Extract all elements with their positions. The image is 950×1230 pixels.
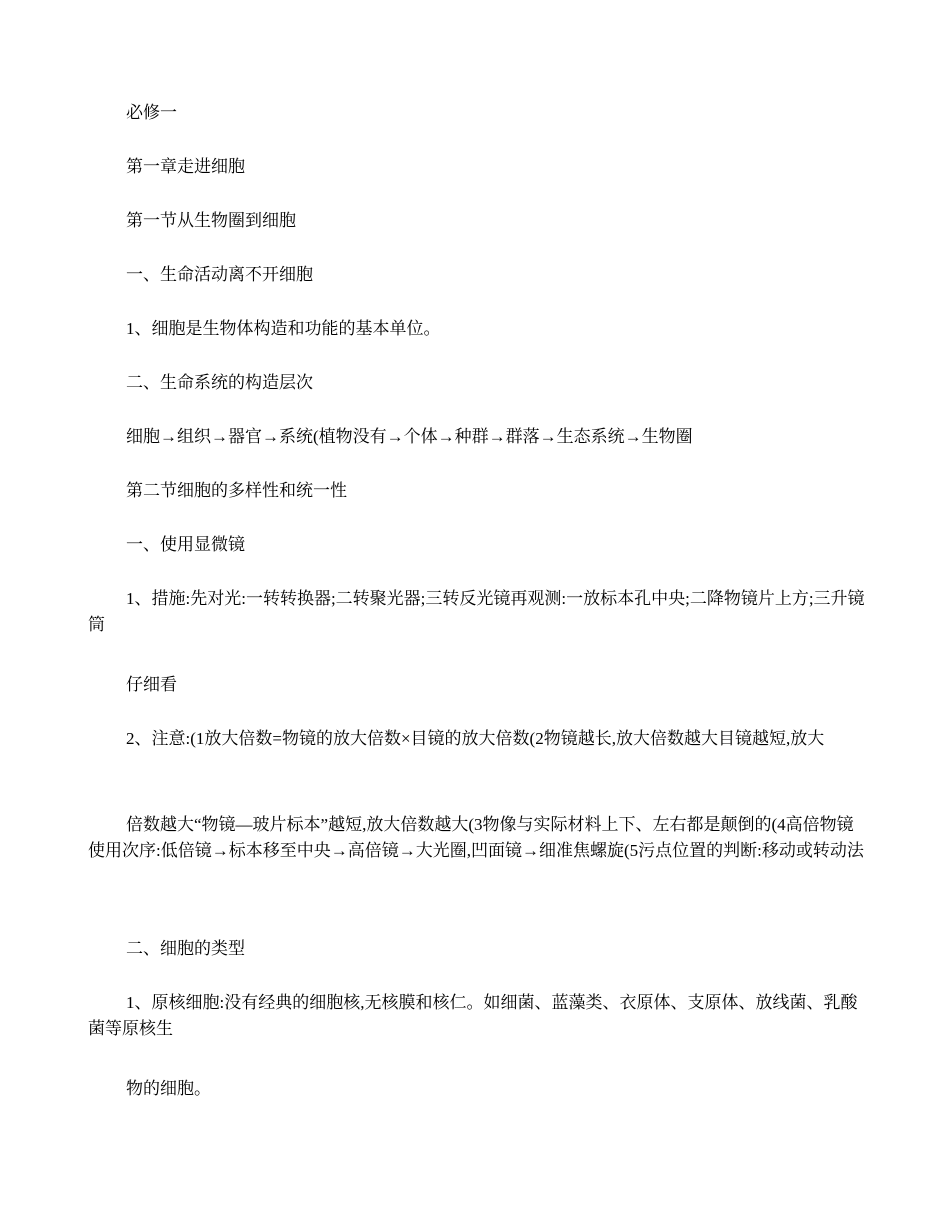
paragraph-microscope-steps: 1、措施:先对光:一转转换器;二转聚光器;三转反光镜再观测:一放标本孔中央;二降物镜片上方;三升镜筒 <box>88 589 865 634</box>
paragraph-prokaryotic-continued: 物的细胞。 <box>126 1079 211 1098</box>
paragraph-cell-unit: 1、细胞是生物体构造和功能的基本单位。 <box>126 319 441 338</box>
subheading-2: 二、生命系统的构造层次 <box>126 373 313 392</box>
paragraph-life-system-levels: 细胞→组织→器官→系统(植物没有→个体→种群→群落→生态系统→生物圈 <box>126 427 693 446</box>
subheading-microscope: 一、使用显微镜 <box>126 535 245 554</box>
subheading-1: 一、生命活动离不开细胞 <box>126 265 313 284</box>
chapter-heading: 第一章走进细胞 <box>126 157 245 176</box>
title-required-one: 必修一 <box>126 103 177 122</box>
paragraph-magnification-notes: 2、注意:(1放大倍数=物镜的放大倍数×目镜的放大倍数(2物镜越长,放大倍数越大目镜越短,放大 <box>126 729 825 748</box>
paragraph-magnification-continued: 倍数越大“物镜—玻片标本”越短,放大倍数越大(3物像与实际材料上下、左右都是颠倒的(4高倍物镜使用次序:低倍镜→标本移至中央→高倍镜→大光圈,凹面镜→细准焦螺旋(5污点位置的判断:移动或转动法 <box>88 815 864 860</box>
paragraph-prokaryotic-cells: 1、原核细胞:没有经典的细胞核,无核膜和核仁。如细菌、蓝藻类、衣原体、支原体、放线菌、乳酸菌等原核生 <box>88 993 858 1038</box>
subheading-cell-types: 二、细胞的类型 <box>126 939 245 958</box>
section-heading-2: 第二节细胞的多样性和统一性 <box>126 481 347 500</box>
section-heading-1: 第一节从生物圈到细胞 <box>126 211 296 230</box>
paragraph-look-carefully: 仔细看 <box>126 675 177 694</box>
